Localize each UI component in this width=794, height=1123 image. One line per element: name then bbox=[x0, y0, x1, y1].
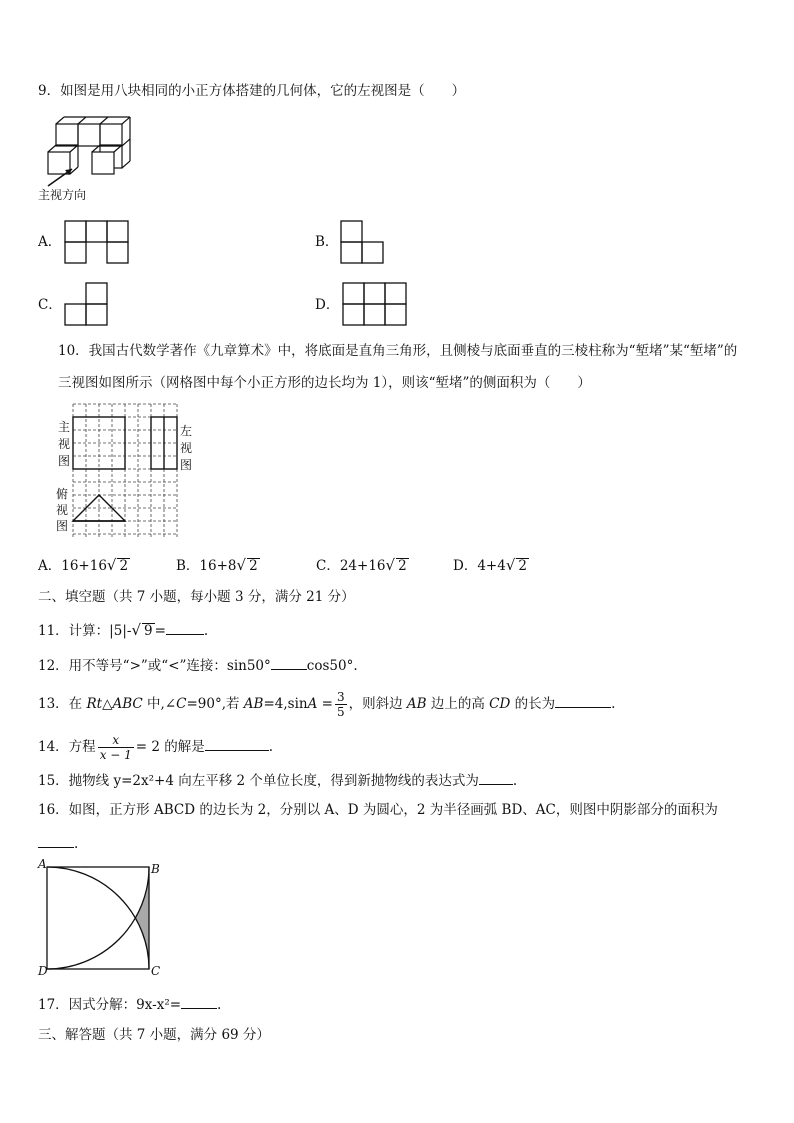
q10-top-view-char3: 图 bbox=[56, 519, 69, 533]
q17 bbox=[38, 994, 221, 1014]
q9-stem: 9．如图是用八块相同的小正方体搭建的几何体，它的左视图是（ ） bbox=[38, 83, 466, 99]
q10-stem-line1: 10．我国古代数学著作《九章算术》中，将底面是直角三角形，且侧棱与底面垂直的三棱柱称为“堑堵”某“堑堵”的 bbox=[58, 343, 738, 359]
q13-prefix: 13．在 bbox=[38, 696, 87, 712]
q13 bbox=[38, 690, 615, 719]
q13-angle-a: A bbox=[307, 696, 318, 712]
q16-label-d: D bbox=[38, 964, 48, 978]
q10-option-c[interactable] bbox=[316, 556, 409, 575]
q12-suffix: cos50°. bbox=[306, 658, 358, 674]
section-3-heading: 三、解答题（共 7 小题，满分 69 分） bbox=[38, 1027, 270, 1043]
q13-text2: =90°,若 bbox=[186, 696, 244, 712]
q11-prefix: 11．计算：|5|- bbox=[38, 623, 132, 639]
q9-option-a-label[interactable]: A． bbox=[38, 234, 62, 250]
q13-eq: = bbox=[317, 696, 333, 712]
q15 bbox=[38, 770, 517, 790]
q13-ab2: AB bbox=[406, 696, 427, 712]
section-2-heading: 二、填空题（共 7 小题，每小题 3 分，满分 21 分） bbox=[38, 589, 355, 605]
q15-text: 15．抛物线 y=2x²+4 向左平移 2 个单位长度，得到新抛物线的表达式为 bbox=[38, 773, 479, 789]
q10-option-b-value: 16+8 bbox=[199, 558, 237, 574]
q16-answer-blank[interactable] bbox=[38, 833, 74, 848]
q13-text3: =4,sin bbox=[263, 696, 308, 712]
q14-equation-rest: = 2 的解是 bbox=[135, 739, 205, 755]
q10-main-view-char1: 主 bbox=[58, 420, 71, 434]
q10-main-view-char3: 图 bbox=[58, 454, 71, 468]
q13-answer-blank[interactable] bbox=[555, 693, 611, 708]
q13-suffix: 的长为 bbox=[510, 696, 556, 712]
q11 bbox=[38, 620, 208, 640]
q10-top-view-char1: 俯 bbox=[56, 487, 69, 501]
q9-option-b-figure bbox=[340, 220, 388, 266]
q14-numerator: x bbox=[98, 733, 134, 748]
q16-label-c: C bbox=[151, 964, 161, 978]
q11-answer-blank[interactable] bbox=[166, 620, 204, 635]
q14-denominator: x − 1 bbox=[99, 748, 132, 762]
q13-text5: 边上的高 bbox=[426, 696, 490, 712]
q10-option-b-radicand: 2 bbox=[249, 558, 258, 574]
q14 bbox=[38, 733, 273, 762]
q10-option-a[interactable] bbox=[38, 556, 130, 575]
q10-left-view-char2: 视 bbox=[180, 441, 193, 455]
q9-direction-label: 主视方向 bbox=[38, 188, 87, 202]
q11-equals: = bbox=[154, 623, 166, 639]
q10-option-c-radicand: 2 bbox=[398, 558, 407, 574]
radical-icon: √ bbox=[236, 556, 247, 574]
q13-end: . bbox=[611, 696, 616, 712]
radical-icon: √ bbox=[131, 621, 141, 639]
q16-label-a: A bbox=[38, 857, 47, 871]
q17-answer-blank[interactable] bbox=[181, 994, 217, 1009]
q14-prefix: 14．方程 bbox=[38, 739, 96, 755]
q13-angle-c: C bbox=[176, 696, 187, 712]
radical-icon: √ bbox=[106, 556, 117, 574]
q9-option-d-label[interactable]: D． bbox=[315, 297, 340, 313]
q17-text: 17．因式分解：9x-x²= bbox=[38, 997, 182, 1013]
q12-prefix: 12．用不等号“>”或“<”连接：sin50° bbox=[38, 658, 271, 674]
q10-top-view-char2: 视 bbox=[56, 503, 69, 517]
q15-answer-blank[interactable] bbox=[479, 770, 513, 785]
q10-option-d-letter: D． bbox=[453, 558, 478, 574]
q13-triangle: Rt△ABC bbox=[86, 696, 143, 712]
q10-option-a-letter: A． bbox=[38, 558, 62, 574]
q10-main-view-char2: 视 bbox=[58, 437, 71, 451]
q10-stem-line2: 三视图如图所示（网格图中每个小正方形的边长均为 1），则该“堑堵”的侧面积为（ ） bbox=[58, 375, 591, 391]
q14-end: . bbox=[268, 739, 274, 755]
q9-option-a-figure bbox=[64, 220, 132, 266]
q16-end: . bbox=[74, 836, 79, 852]
q10-option-b-letter: B． bbox=[176, 558, 200, 574]
q10-option-c-letter: C． bbox=[316, 558, 340, 574]
q13-text1: 中,∠ bbox=[142, 696, 177, 712]
q10-option-b[interactable] bbox=[176, 556, 260, 575]
q10-option-d-radicand: 2 bbox=[518, 558, 527, 574]
q13-text4: ，则斜边 bbox=[348, 696, 407, 712]
q10-option-a-value: 16+16 bbox=[61, 558, 107, 574]
q14-fraction bbox=[98, 733, 134, 762]
q10-option-d[interactable] bbox=[453, 556, 529, 575]
q16-answer-line bbox=[38, 833, 78, 853]
q12-answer-blank[interactable] bbox=[271, 655, 307, 670]
q10-option-c-value: 24+16 bbox=[339, 558, 386, 574]
q9-option-c-label[interactable]: C． bbox=[38, 297, 62, 313]
q16-square-figure bbox=[34, 858, 166, 980]
radical-icon: √ bbox=[385, 556, 396, 574]
q16-label-b: B bbox=[151, 862, 160, 876]
radical-icon: √ bbox=[505, 556, 516, 574]
q13-ab: AB bbox=[243, 696, 264, 712]
q11-radicand: 9 bbox=[144, 623, 153, 639]
q10-option-d-value: 4+4 bbox=[477, 558, 506, 574]
q9-option-b-label[interactable]: B． bbox=[315, 234, 339, 250]
q17-end: . bbox=[217, 997, 222, 1013]
q10-three-view-grid bbox=[70, 402, 182, 540]
q10-left-view-char1: 左 bbox=[180, 424, 193, 438]
q13-fraction bbox=[335, 690, 347, 719]
q15-end: . bbox=[512, 773, 518, 789]
q14-answer-blank[interactable] bbox=[205, 736, 269, 751]
q11-end: . bbox=[203, 623, 209, 639]
q9-option-d-figure bbox=[342, 282, 410, 328]
q10-left-view-char3: 图 bbox=[180, 458, 193, 472]
q13-cd: CD bbox=[489, 696, 511, 712]
q9-option-c-figure bbox=[64, 282, 112, 328]
q13-denominator: 5 bbox=[336, 705, 345, 719]
q16-stem: 16．如图，正方形 ABCD 的边长为 2，分别以 A、D 为圆心，2 为半径画弧 BD、AC，则图中阴影部分的面积为 bbox=[38, 802, 718, 818]
q12 bbox=[38, 655, 358, 675]
q10-option-a-radicand: 2 bbox=[119, 558, 129, 574]
q13-numerator: 3 bbox=[336, 690, 345, 704]
